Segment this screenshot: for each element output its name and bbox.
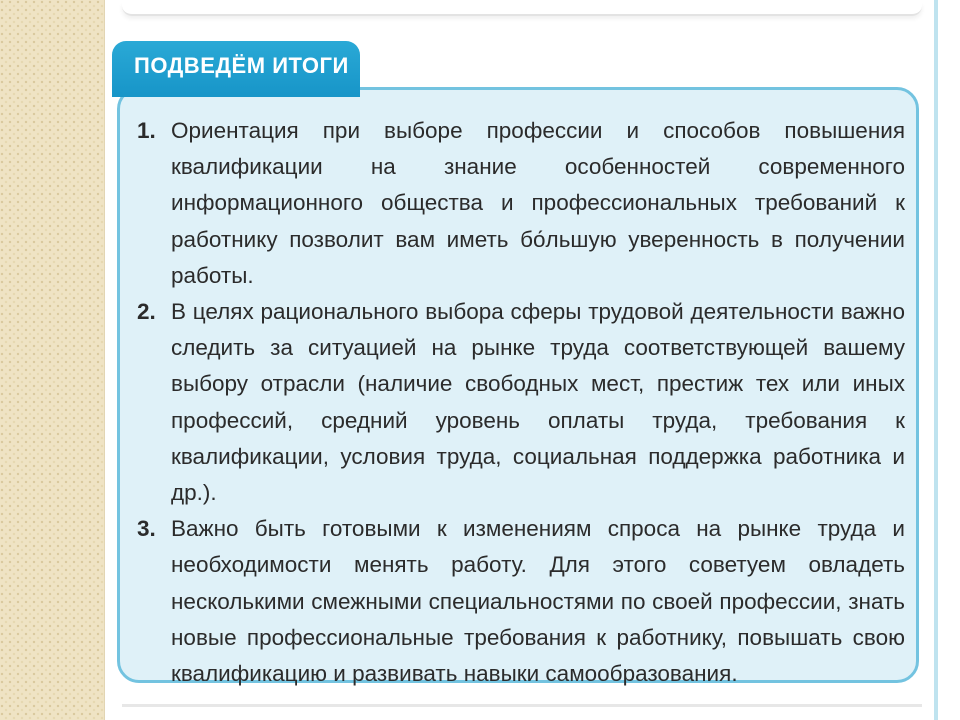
summary-tab — [112, 41, 360, 97]
item-number: 1. — [137, 118, 156, 143]
bottom-divider — [122, 704, 922, 707]
summary-title: ПОДВЕДЁМ ИТОГИ — [134, 53, 349, 78]
list-item-2 — [135, 294, 905, 511]
item-number: 3. — [137, 516, 156, 542]
item-text: Важно быть готовыми к изменениям спроса на рынке труда и необходимости менять работу. Для этого советуем овладеть несколькими смежными специальностями по своей профессии, знать новые профессиональные требования к работнику, повышать свою квалификацию и развивать навыки самообразования. — [171, 516, 905, 687]
top-divider — [122, 2, 922, 16]
left-texture-strip — [0, 0, 105, 720]
item-text: В целях рационального выбора сферы трудовой деятельности важно следить за ситуацией на рынке труда соответствующей вашему выбору отрасли (наличие свободных мест, престиж тех или иных профессий, средний уровень оплаты труда, требования к квалификации, условия труда, социальная поддержка работника и др.). — [171, 299, 905, 506]
list-item-1 — [135, 113, 905, 294]
item-number: 2. — [137, 299, 156, 325]
summary-list — [135, 113, 905, 692]
right-border-strip — [934, 0, 938, 720]
item-text: Ориентация при выборе профессии и способов повышения квалификации на знание особенностей современного информационного общества и профессиональных требований к работнику позволит вам иметь бо́льшую уверенность в получении работы. — [171, 118, 905, 288]
list-item-3 — [135, 511, 905, 692]
